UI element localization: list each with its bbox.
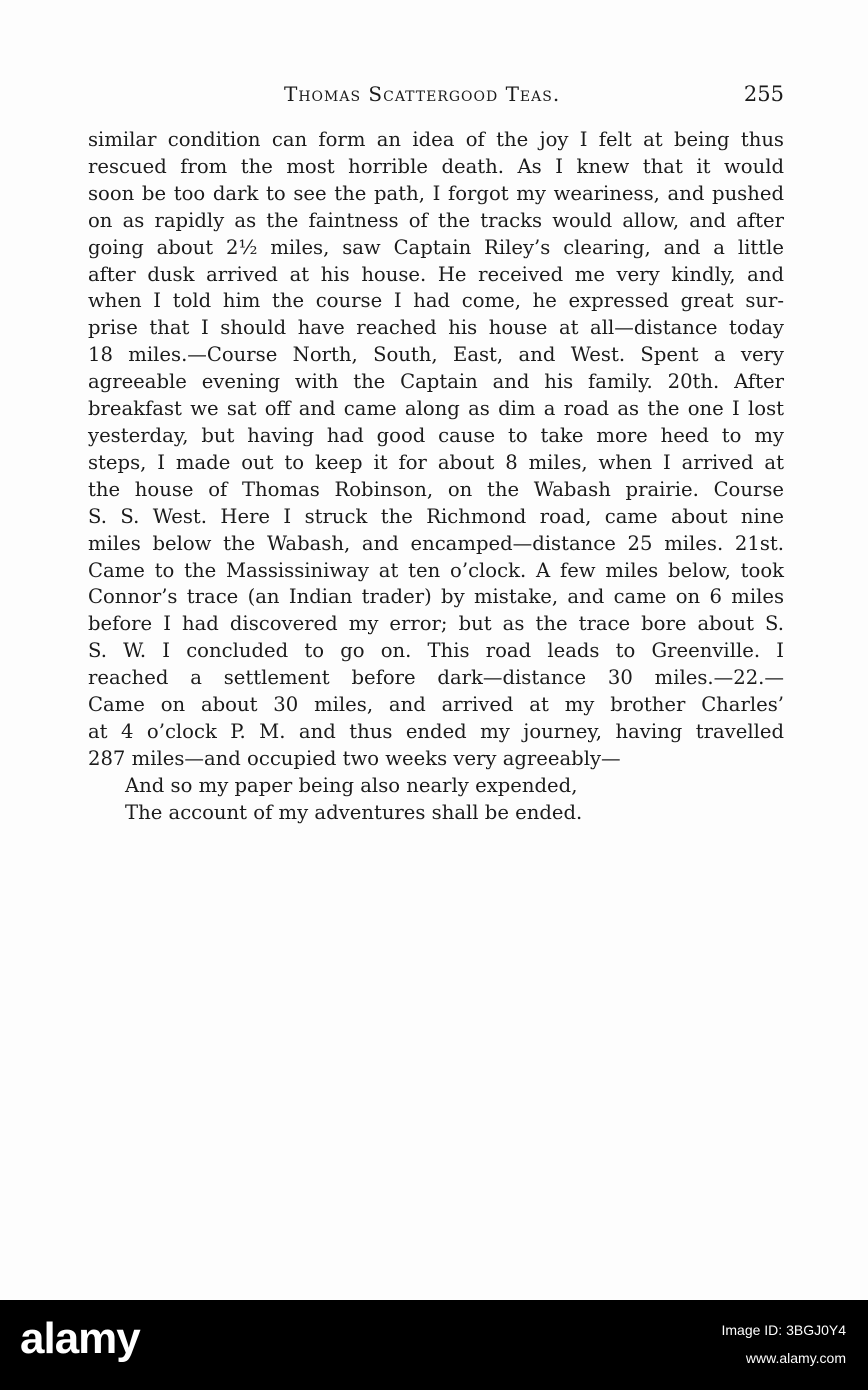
text-line: before I had discovered my error; but as the trace bore about S. [88,612,784,636]
text-line: Came on about 30 miles, and arrived at my brother Charles’ [88,693,784,717]
verse-line: The account of my adventures shall be ended. [125,800,583,824]
text-line: reached a settlement before dark—distance 30 miles.—22.— [88,666,784,690]
text-line: yesterday, but having had good cause to take more heed to my [88,423,784,447]
text-line: miles below the Wabash, and encamped—distance 25 miles. 21st. [88,531,784,555]
page-header [88,82,784,112]
text-line: Came to the Massissiniway at ten o’clock. A few miles below, took [88,558,784,582]
text-line: on as rapidly as the faintness of the tracks would allow, and after [88,208,784,232]
verse-line: And so my paper being also nearly expended, [125,773,578,797]
text-line: prise that I should have reached his house at all—distance today [88,316,784,340]
image-id-label: Image ID: 3BGJ0Y4 [721,1322,846,1338]
text-line: going about 2½ miles, saw Captain Riley’s clearing, and a little [88,235,784,259]
text-line: S. S. West. Here I struck the Richmond road, came about nine [88,504,784,528]
watermark-footer [0,1300,868,1390]
text-line: when I told him the course I had come, he expressed great sur- [88,289,784,313]
site-url-label: www.alamy.com [745,1350,846,1366]
text-line: 287 miles—and occupied two weeks very agreeably— [88,746,621,770]
text-line: steps, I made out to keep it for about 8 miles, when I arrived at [88,450,784,474]
text-line: after dusk arrived at his house. He received me very kindly, and [88,262,784,286]
text-line: soon be too dark to see the path, I forgot my weariness, and pushed [88,181,784,205]
running-title: Thomas Scattergood Teas. [284,82,561,106]
text-line: at 4 o’clock P. M. and thus ended my journey, having travelled [88,719,784,743]
text-line: agreeable evening with the Captain and his family. 20th. After [88,370,784,394]
text-line: S. W. I concluded to go on. This road leads to Greenville. I [88,639,784,663]
page-number: 255 [743,82,784,106]
text-line: similar condition can form an idea of the joy I felt at being thus [88,128,784,151]
text-line: the house of Thomas Robinson, on the Wabash prairie. Course [88,477,784,501]
text-line: rescued from the most horrible death. As I knew that it would [88,154,784,178]
body-text [88,127,784,827]
text-line: breakfast we sat off and came along as dim a road as the one I lost [88,397,784,421]
text-line: Connor’s trace (an Indian trader) by mistake, and came on 6 miles [88,585,784,609]
brand-logo: alamy [20,1314,140,1363]
text-line: 18 miles.—Course North, South, East, and West. Spent a very [88,343,784,367]
